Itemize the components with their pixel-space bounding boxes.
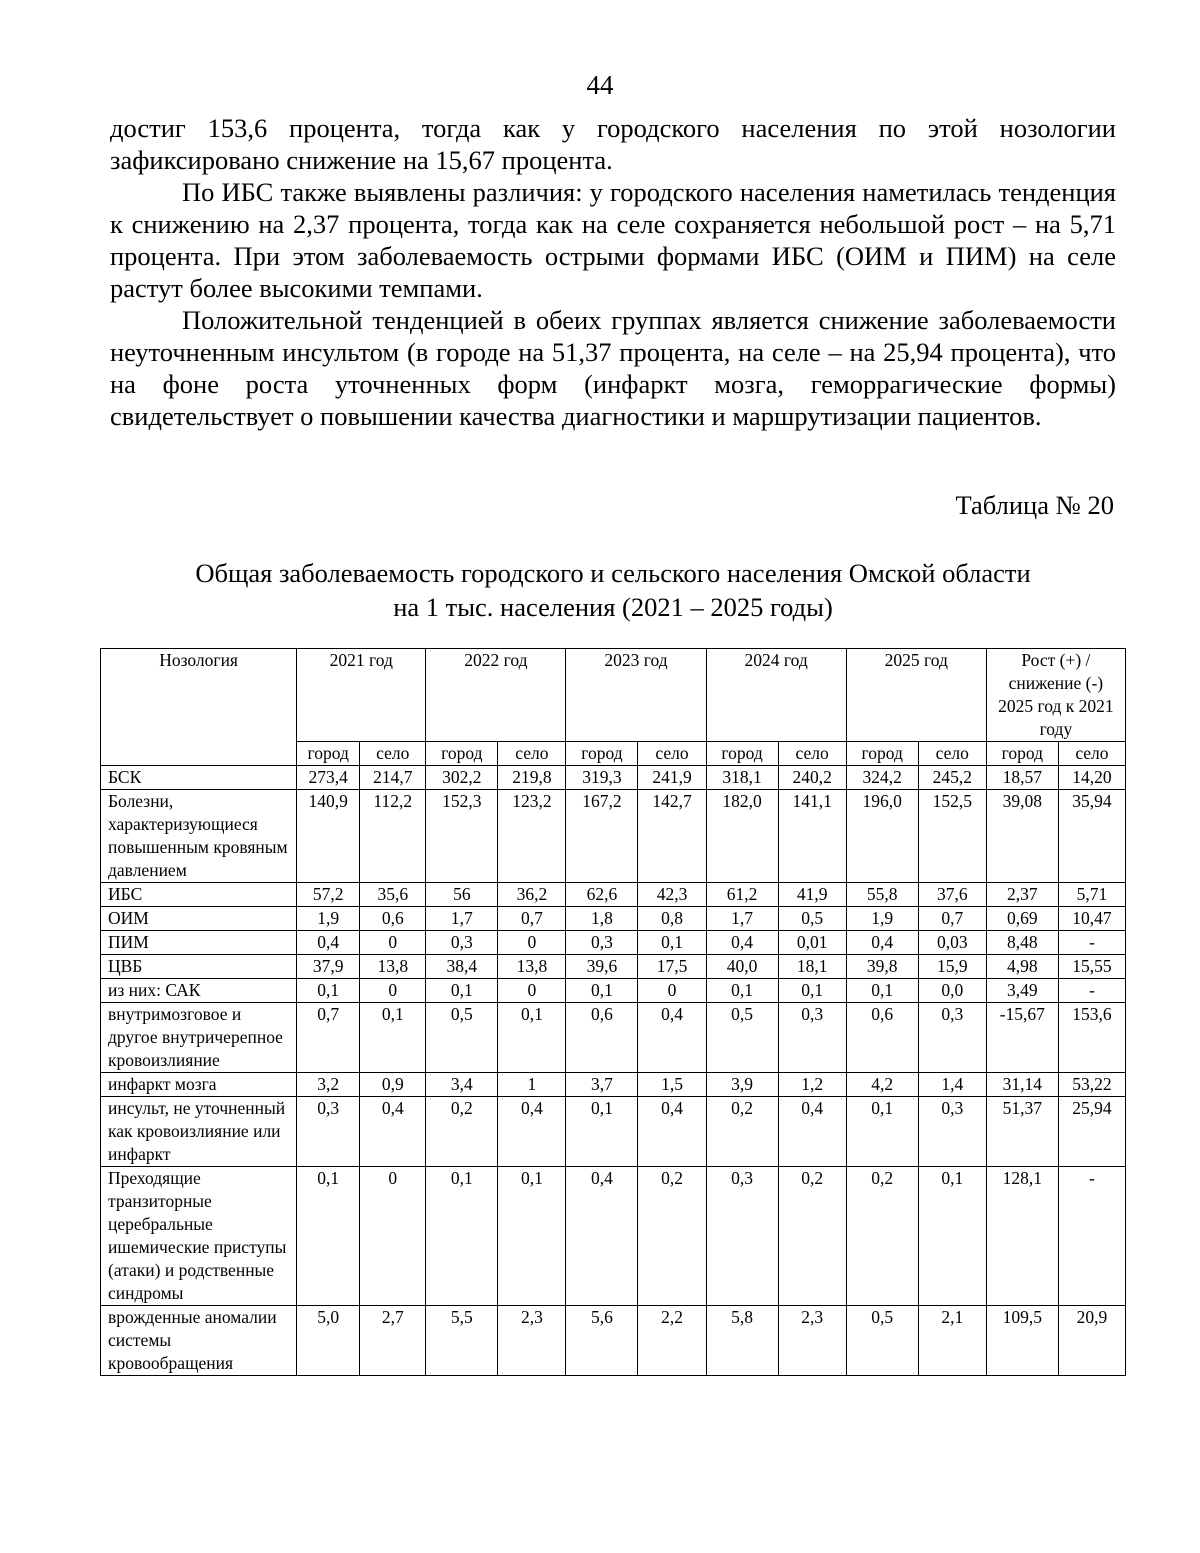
table-cell: 13,8 (498, 955, 566, 979)
table-cell: 36,2 (498, 883, 566, 907)
header-year: 2021 год (297, 649, 426, 742)
row-nosology: Болезни, характеризующиеся повышенным кровяным давлением (101, 790, 297, 883)
header-sub: город (706, 742, 778, 766)
table-cell: -15,67 (986, 1003, 1058, 1073)
table-cell: 3,7 (566, 1073, 638, 1097)
table-cell: 4,2 (846, 1073, 918, 1097)
table-cell: 3,2 (297, 1073, 360, 1097)
table-cell: 0,4 (706, 931, 778, 955)
table-row (101, 1097, 1126, 1167)
table-cell: 318,1 (706, 766, 778, 790)
morbidity-table (100, 648, 1126, 1376)
row-nosology: внутримозговое и другое внутричерепное кровоизлияние (101, 1003, 297, 1073)
table-cell: 31,14 (986, 1073, 1058, 1097)
table-row (101, 1167, 1126, 1306)
table-cell: 0,6 (566, 1003, 638, 1073)
row-nosology: ЦВБ (101, 955, 297, 979)
page-number: 44 (586, 70, 614, 100)
row-nosology: Преходящие транзиторные церебральные ишемические приступы (атаки) и родственные синдромы (101, 1167, 297, 1306)
paragraph: По ИБС также выявлены различия: у городского населения наметилась тенденция к снижению на 2,37 процента, тогда как на селе сохраняется небольшой рост – на 5,71 процента. При этом заболеваемость острыми формами ИБС (ОИМ и ПИМ) на селе растут более высокими темпами. (110, 177, 1116, 303)
table-cell: 4,98 (986, 955, 1058, 979)
paragraph: достиг 153,6 процента, тогда как у городского населения по этой нозологии зафиксировано снижение на 15,67 процента. (110, 113, 1116, 175)
table-cell: 152,5 (918, 790, 986, 883)
table-cell: 2,3 (778, 1306, 846, 1376)
table-cell: 0,5 (778, 907, 846, 931)
table-cell: 0,4 (638, 1097, 706, 1167)
table-cell: 0,1 (360, 1003, 426, 1073)
table-cell: 5,5 (426, 1306, 498, 1376)
table-cell: 3,49 (986, 979, 1058, 1003)
table-cell: 35,94 (1058, 790, 1125, 883)
table-cell: 62,6 (566, 883, 638, 907)
table-cell: 219,8 (498, 766, 566, 790)
table-cell: 5,71 (1058, 883, 1125, 907)
table-cell: - (1058, 931, 1125, 955)
table-cell: 1 (498, 1073, 566, 1097)
table-cell: 1,8 (566, 907, 638, 931)
table-cell: 18,1 (778, 955, 846, 979)
header-sub: город (426, 742, 498, 766)
table-cell: 57,2 (297, 883, 360, 907)
table-cell: 18,57 (986, 766, 1058, 790)
table-cell: 13,8 (360, 955, 426, 979)
header-sub: село (638, 742, 706, 766)
paragraph: Положительной тенденцией в обеих группах является снижение заболеваемости неуточненным инсультом (в городе на 51,37 процента, на селе – на 25,94 процента), что на фоне роста уточненных форм (инфаркт мозга, геморрагические формы) свидетельствует о повышении качества диагностики и маршрутизации пациентов. (110, 305, 1116, 431)
table-cell: 0,7 (297, 1003, 360, 1073)
table-cell: 5,0 (297, 1306, 360, 1376)
table-cell: 41,9 (778, 883, 846, 907)
table-cell: 0,2 (846, 1167, 918, 1306)
header-sub: село (778, 742, 846, 766)
table-cell: 1,4 (918, 1073, 986, 1097)
table-title-line: Общая заболеваемость городского и сельского населения Омской области (195, 558, 1031, 588)
header-sub: село (1058, 742, 1125, 766)
table-cell: 0,7 (498, 907, 566, 931)
header-sub: село (918, 742, 986, 766)
table-cell: 167,2 (566, 790, 638, 883)
table-cell: 1,7 (706, 907, 778, 931)
header-nosology: Нозология (101, 649, 297, 766)
table-cell: 8,48 (986, 931, 1058, 955)
table-title (100, 556, 1126, 624)
table-cell: 0,4 (638, 1003, 706, 1073)
table-cell: 0 (360, 979, 426, 1003)
table-cell: 10,47 (1058, 907, 1125, 931)
table-cell: 123,2 (498, 790, 566, 883)
table-cell: 153,6 (1058, 1003, 1125, 1073)
table-cell: 53,22 (1058, 1073, 1125, 1097)
table-cell: 0,9 (360, 1073, 426, 1097)
table-cell: 2,7 (360, 1306, 426, 1376)
row-nosology: БСК (101, 766, 297, 790)
table-row (101, 1306, 1126, 1376)
table-cell: 0,4 (297, 931, 360, 955)
table-cell: 0,4 (566, 1167, 638, 1306)
table-cell: 0,01 (778, 931, 846, 955)
table-cell: 5,8 (706, 1306, 778, 1376)
table-cell: 0,3 (918, 1003, 986, 1073)
table-cell: 0,4 (846, 931, 918, 955)
table-cell: 51,37 (986, 1097, 1058, 1167)
table-cell: 1,2 (778, 1073, 846, 1097)
row-nosology: врожденные аномалии системы кровообращения (101, 1306, 297, 1376)
table-cell: 55,8 (846, 883, 918, 907)
row-nosology: ПИМ (101, 931, 297, 955)
table-cell: 0,7 (918, 907, 986, 931)
table-cell: 112,2 (360, 790, 426, 883)
table-cell: 0,1 (566, 1097, 638, 1167)
table-row (101, 790, 1126, 883)
table-cell: 2,37 (986, 883, 1058, 907)
table-cell: 5,6 (566, 1306, 638, 1376)
table-cell: 0,69 (986, 907, 1058, 931)
table-cell: 0,3 (918, 1097, 986, 1167)
row-nosology: из них: САК (101, 979, 297, 1003)
table-cell: 37,6 (918, 883, 986, 907)
header-sub: село (360, 742, 426, 766)
table-row (101, 907, 1126, 931)
table-cell: 0,3 (778, 1003, 846, 1073)
table-cell: 0,3 (566, 931, 638, 955)
table-cell: 324,2 (846, 766, 918, 790)
table-cell: 0 (638, 979, 706, 1003)
table-cell: 0,1 (846, 979, 918, 1003)
table-cell: 0,5 (846, 1306, 918, 1376)
table-cell: 39,8 (846, 955, 918, 979)
header-year: 2025 год (846, 649, 986, 742)
table-cell: 0,0 (918, 979, 986, 1003)
header-year: 2022 год (426, 649, 566, 742)
table-row (101, 979, 1126, 1003)
header-sub: город (846, 742, 918, 766)
table-cell: 0,1 (566, 979, 638, 1003)
row-nosology: ОИМ (101, 907, 297, 931)
table-cell: 0,3 (706, 1167, 778, 1306)
table-cell: 0 (498, 931, 566, 955)
table-header-row (101, 649, 1126, 742)
table-body (101, 766, 1126, 1376)
table-cell: 1,5 (638, 1073, 706, 1097)
table-cell: 0,5 (426, 1003, 498, 1073)
table-cell: 142,7 (638, 790, 706, 883)
table-cell: 0,1 (498, 1003, 566, 1073)
table-cell: 1,9 (846, 907, 918, 931)
table-cell: 0,2 (706, 1097, 778, 1167)
table-cell: 17,5 (638, 955, 706, 979)
table-cell: 0,2 (638, 1167, 706, 1306)
table-cell: 245,2 (918, 766, 986, 790)
table-cell: 0,1 (638, 931, 706, 955)
table-cell: 0 (360, 931, 426, 955)
table-cell: 1,9 (297, 907, 360, 931)
table-cell: 35,6 (360, 883, 426, 907)
table-cell: 0,3 (426, 931, 498, 955)
table-cell: 0,1 (498, 1167, 566, 1306)
header-sub: село (498, 742, 566, 766)
table-cell: 0,1 (706, 979, 778, 1003)
table-cell: 128,1 (986, 1167, 1058, 1306)
table-cell: 140,9 (297, 790, 360, 883)
body-text (110, 112, 1116, 432)
table-cell: 2,1 (918, 1306, 986, 1376)
table-cell: - (1058, 979, 1125, 1003)
table-cell: 39,6 (566, 955, 638, 979)
table-cell: 14,20 (1058, 766, 1125, 790)
table-cell: 39,08 (986, 790, 1058, 883)
table-row (101, 766, 1126, 790)
table-cell: 152,3 (426, 790, 498, 883)
table-cell: 3,9 (706, 1073, 778, 1097)
table-row (101, 931, 1126, 955)
table-cell: 240,2 (778, 766, 846, 790)
header-year: 2023 год (566, 649, 706, 742)
table-cell: 214,7 (360, 766, 426, 790)
header-sub: город (566, 742, 638, 766)
header-sub: город (986, 742, 1058, 766)
table-cell: 0,4 (498, 1097, 566, 1167)
table-cell: 0,6 (360, 907, 426, 931)
table-cell: 56 (426, 883, 498, 907)
table-cell: 182,0 (706, 790, 778, 883)
table-cell: 3,4 (426, 1073, 498, 1097)
table-title-line: на 1 тыс. населения (2021 – 2025 годы) (393, 592, 833, 622)
table-cell: 0,2 (426, 1097, 498, 1167)
table-cell: 196,0 (846, 790, 918, 883)
table-cell: 0,1 (918, 1167, 986, 1306)
table-cell: 15,9 (918, 955, 986, 979)
table-cell: 0,1 (778, 979, 846, 1003)
table-cell: 15,55 (1058, 955, 1125, 979)
table-cell: 273,4 (297, 766, 360, 790)
table-row (101, 1073, 1126, 1097)
table-cell: 37,9 (297, 955, 360, 979)
table-cell: 0,5 (706, 1003, 778, 1073)
table-cell: 0 (360, 1167, 426, 1306)
table-cell: 0,2 (778, 1167, 846, 1306)
table-cell: 0,6 (846, 1003, 918, 1073)
table-cell: - (1058, 1167, 1125, 1306)
table-row (101, 883, 1126, 907)
table-cell: 0,3 (297, 1097, 360, 1167)
table-cell: 0 (498, 979, 566, 1003)
table-cell: 38,4 (426, 955, 498, 979)
table-cell: 319,3 (566, 766, 638, 790)
header-year: 2024 год (706, 649, 846, 742)
table-cell: 0,1 (297, 979, 360, 1003)
table-cell: 2,2 (638, 1306, 706, 1376)
table-cell: 20,9 (1058, 1306, 1125, 1376)
table-cell: 0,03 (918, 931, 986, 955)
row-nosology: инсульт, не уточненный как кровоизлияние или инфаркт (101, 1097, 297, 1167)
table-row (101, 955, 1126, 979)
table-label: Таблица № 20 (955, 490, 1114, 520)
table-cell: 40,0 (706, 955, 778, 979)
table-cell: 0,4 (360, 1097, 426, 1167)
table-cell: 0,1 (426, 979, 498, 1003)
table-row (101, 1003, 1126, 1073)
table-cell: 109,5 (986, 1306, 1058, 1376)
table-cell: 0,8 (638, 907, 706, 931)
table-cell: 241,9 (638, 766, 706, 790)
table-cell: 42,3 (638, 883, 706, 907)
table-cell: 302,2 (426, 766, 498, 790)
table-cell: 0,4 (778, 1097, 846, 1167)
table-cell: 61,2 (706, 883, 778, 907)
row-nosology: ИБС (101, 883, 297, 907)
header-growth: Рост (+) / снижение (-) 2025 год к 2021 году (986, 649, 1125, 742)
table-cell: 0,1 (846, 1097, 918, 1167)
header-sub: город (297, 742, 360, 766)
row-nosology: инфаркт мозга (101, 1073, 297, 1097)
table-cell: 25,94 (1058, 1097, 1125, 1167)
table-cell: 1,7 (426, 907, 498, 931)
table-cell: 2,3 (498, 1306, 566, 1376)
table-cell: 0,1 (297, 1167, 360, 1306)
table-cell: 141,1 (778, 790, 846, 883)
table-cell: 0,1 (426, 1167, 498, 1306)
